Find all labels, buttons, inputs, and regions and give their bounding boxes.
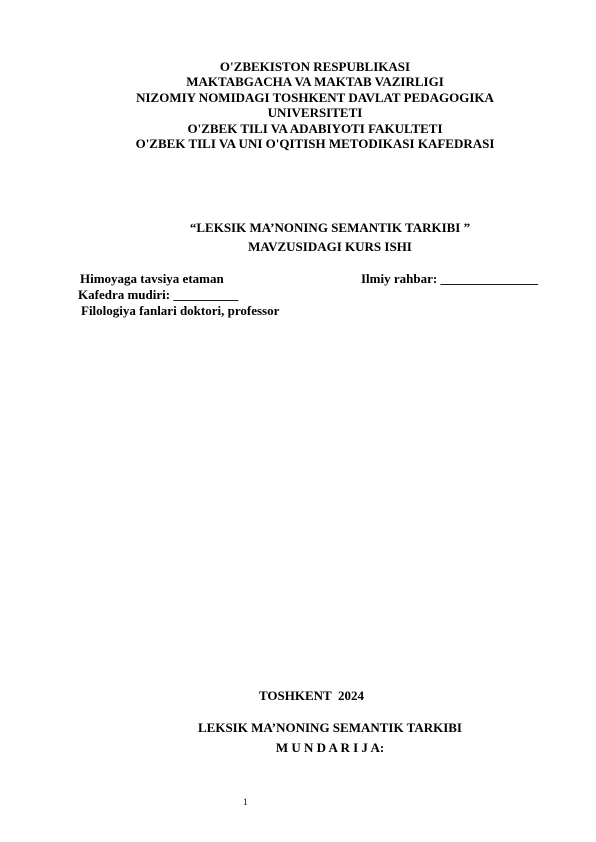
academic-degree: Filologiya fanlari doktori, professor [81,303,280,318]
defense-recommendation: Himoyaga tavsiya etaman [80,271,224,286]
contents-section [130,718,530,758]
city-year: TOSHKENT 2024 [259,688,364,703]
header-line-department: O'ZBEK TILI VA UNI O'QITISH METODIKASI KAFEDRASI [135,136,495,152]
header-line-ministry: MAKTABGACHA VA MAKTAB VAZIRLIGI [186,74,444,90]
header-line-university-cont: UNIVERSITETI [267,105,363,121]
header-line-country: O'ZBEKISTON RESPUBLIKASI [219,59,411,74]
work-title: LEKSIK MA’NONING SEMANTIK TARKIBI [197,720,462,735]
topic-subtitle: MAVZUSIDAGI KURS ISHI [248,239,412,254]
supervisor-signature-line: Ilmiy rahbar: _______________ [361,271,538,286]
institution-header [60,59,570,151]
page-number: 1 [243,797,248,807]
header-line-university: NIZOMIY NOMIDAGI TOSHKENT DAVLAT PEDAGOGIKA [136,89,494,105]
topic-title: “LEKSIK MA’NONING SEMANTIK TARKIBI ” [189,220,471,235]
coursework-topic [130,218,530,256]
contents-heading: M U N D A R I J A: [275,740,385,755]
header-line-faculty: O'ZBEK TILI VA ADABIYOTI FAKULTETI [187,120,443,136]
department-head-signature-line: Kafedra mudiri: __________ [78,287,239,302]
